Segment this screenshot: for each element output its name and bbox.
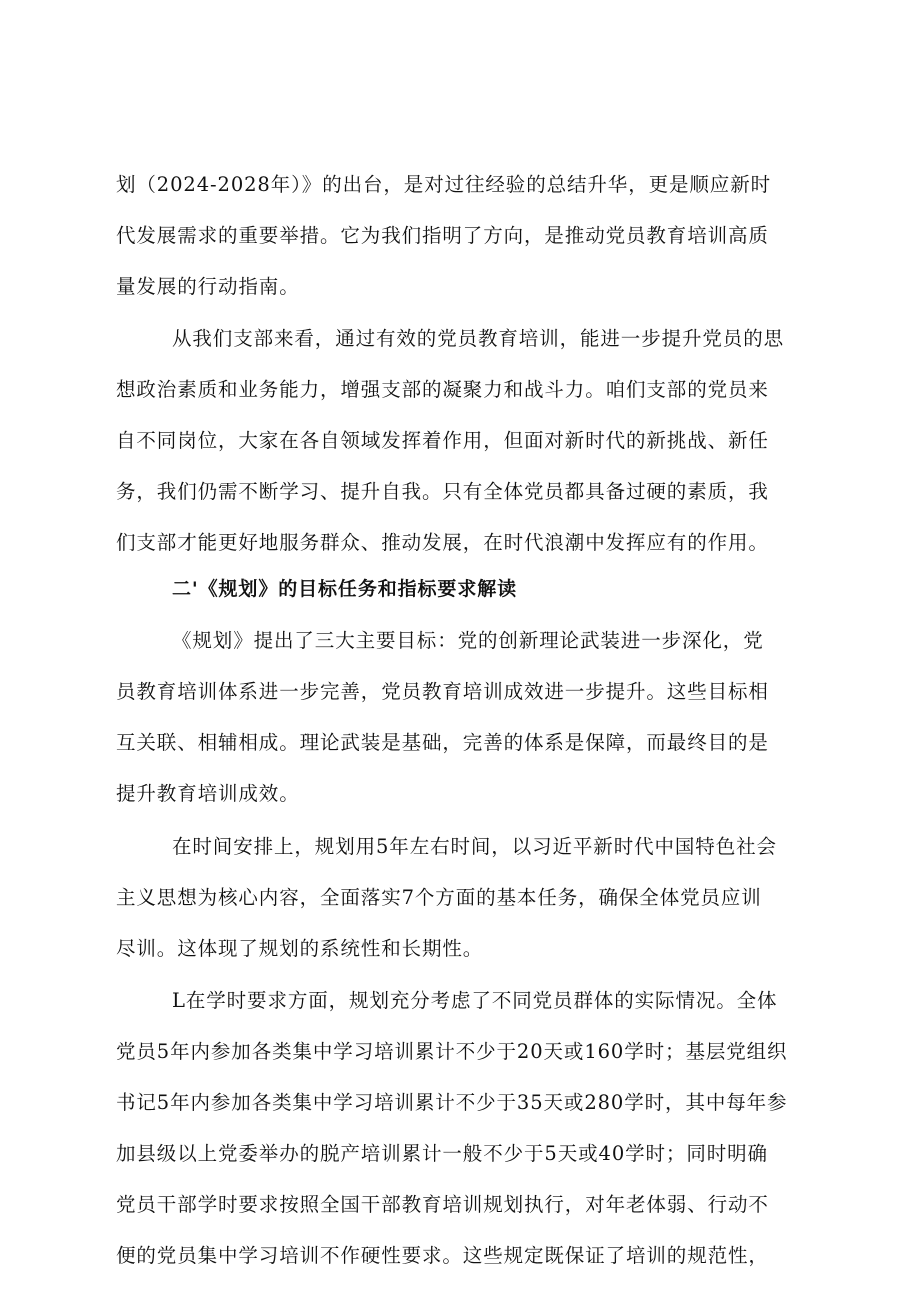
paragraph-3-line-2: 员教育培训体系进一步完善，党员教育培训成效进一步提升。这些目标相 xyxy=(116,680,769,703)
paragraph-3-line-4: 提升教育培训成效。 xyxy=(116,782,300,805)
paragraph-2-line-2: 想政治素质和业务能力，增强支部的凝聚力和战斗力。咱们支部的党员来 xyxy=(116,378,769,401)
paragraph-5-line-2: 党员5年内参加各类集中学习培训累计不少于20天或160学时；基层党组织 xyxy=(116,1040,788,1063)
paragraph-2-line-1: 从我们支部来看，通过有效的党员教育培训，能进一步提升党员的思 xyxy=(172,327,785,350)
paragraph-5-line-4: 加县级以上党委举办的脱产培训累计一般不少于5天或40学时；同时明确 xyxy=(116,1142,768,1165)
paragraph-4-line-3: 尽训。这体现了规划的系统性和长期性。 xyxy=(116,937,484,960)
paragraph-2-line-4: 务，我们仍需不断学习、提升自我。只有全体党员都具备过硬的素质，我 xyxy=(116,480,769,503)
paragraph-1-line-1: 划（2024-2028年）》的出台，是对过往经验的总结升华，更是顺应新时 xyxy=(116,173,771,196)
paragraph-1-line-2: 代发展需求的重要举措。它为我们指明了方向，是推动党员教育培训高质 xyxy=(116,224,769,247)
paragraph-2-line-3: 自不同岗位，大家在各自领域发挥着作用，但面对新时代的新挑战、新任 xyxy=(116,429,769,452)
paragraph-5-line-3: 书记5年内参加各类集中学习培训累计不少于35天或280学时，其中每年参 xyxy=(116,1091,788,1114)
paragraph-4-line-1: 在时间安排上，规划用5年左右时间，以习近平新时代中国特色社会 xyxy=(172,835,777,858)
paragraph-2-line-5: 们支部才能更好地服务群众、推动发展，在时代浪潮中发挥应有的作用。 xyxy=(116,531,769,554)
paragraph-5-line-5: 党员干部学时要求按照全国干部教育培训规划执行，对年老体弱、行动不 xyxy=(116,1193,769,1216)
section-heading: 二'《规划》的目标任务和指标要求解读 xyxy=(172,578,518,600)
paragraph-4-line-2: 主义思想为核心内容，全面落实7个方面的基本任务，确保全体党员应训 xyxy=(116,886,762,909)
paragraph-3-line-3: 互关联、相辅相成。理论武装是基础，完善的体系是保障，而最终目的是 xyxy=(116,731,769,754)
paragraph-3-line-1: 《规划》提出了三大主要目标：党的创新理论武装进一步深化，党 xyxy=(172,629,764,652)
paragraph-5-line-1: L在学时要求方面，规划充分考虑了不同党员群体的实际情况。全体 xyxy=(172,989,778,1012)
paragraph-5-line-6: 便的党员集中学习培训不作硬性要求。这些规定既保证了培训的规范性， xyxy=(116,1244,769,1267)
paragraph-1-line-3: 量发展的行动指南。 xyxy=(116,275,300,298)
